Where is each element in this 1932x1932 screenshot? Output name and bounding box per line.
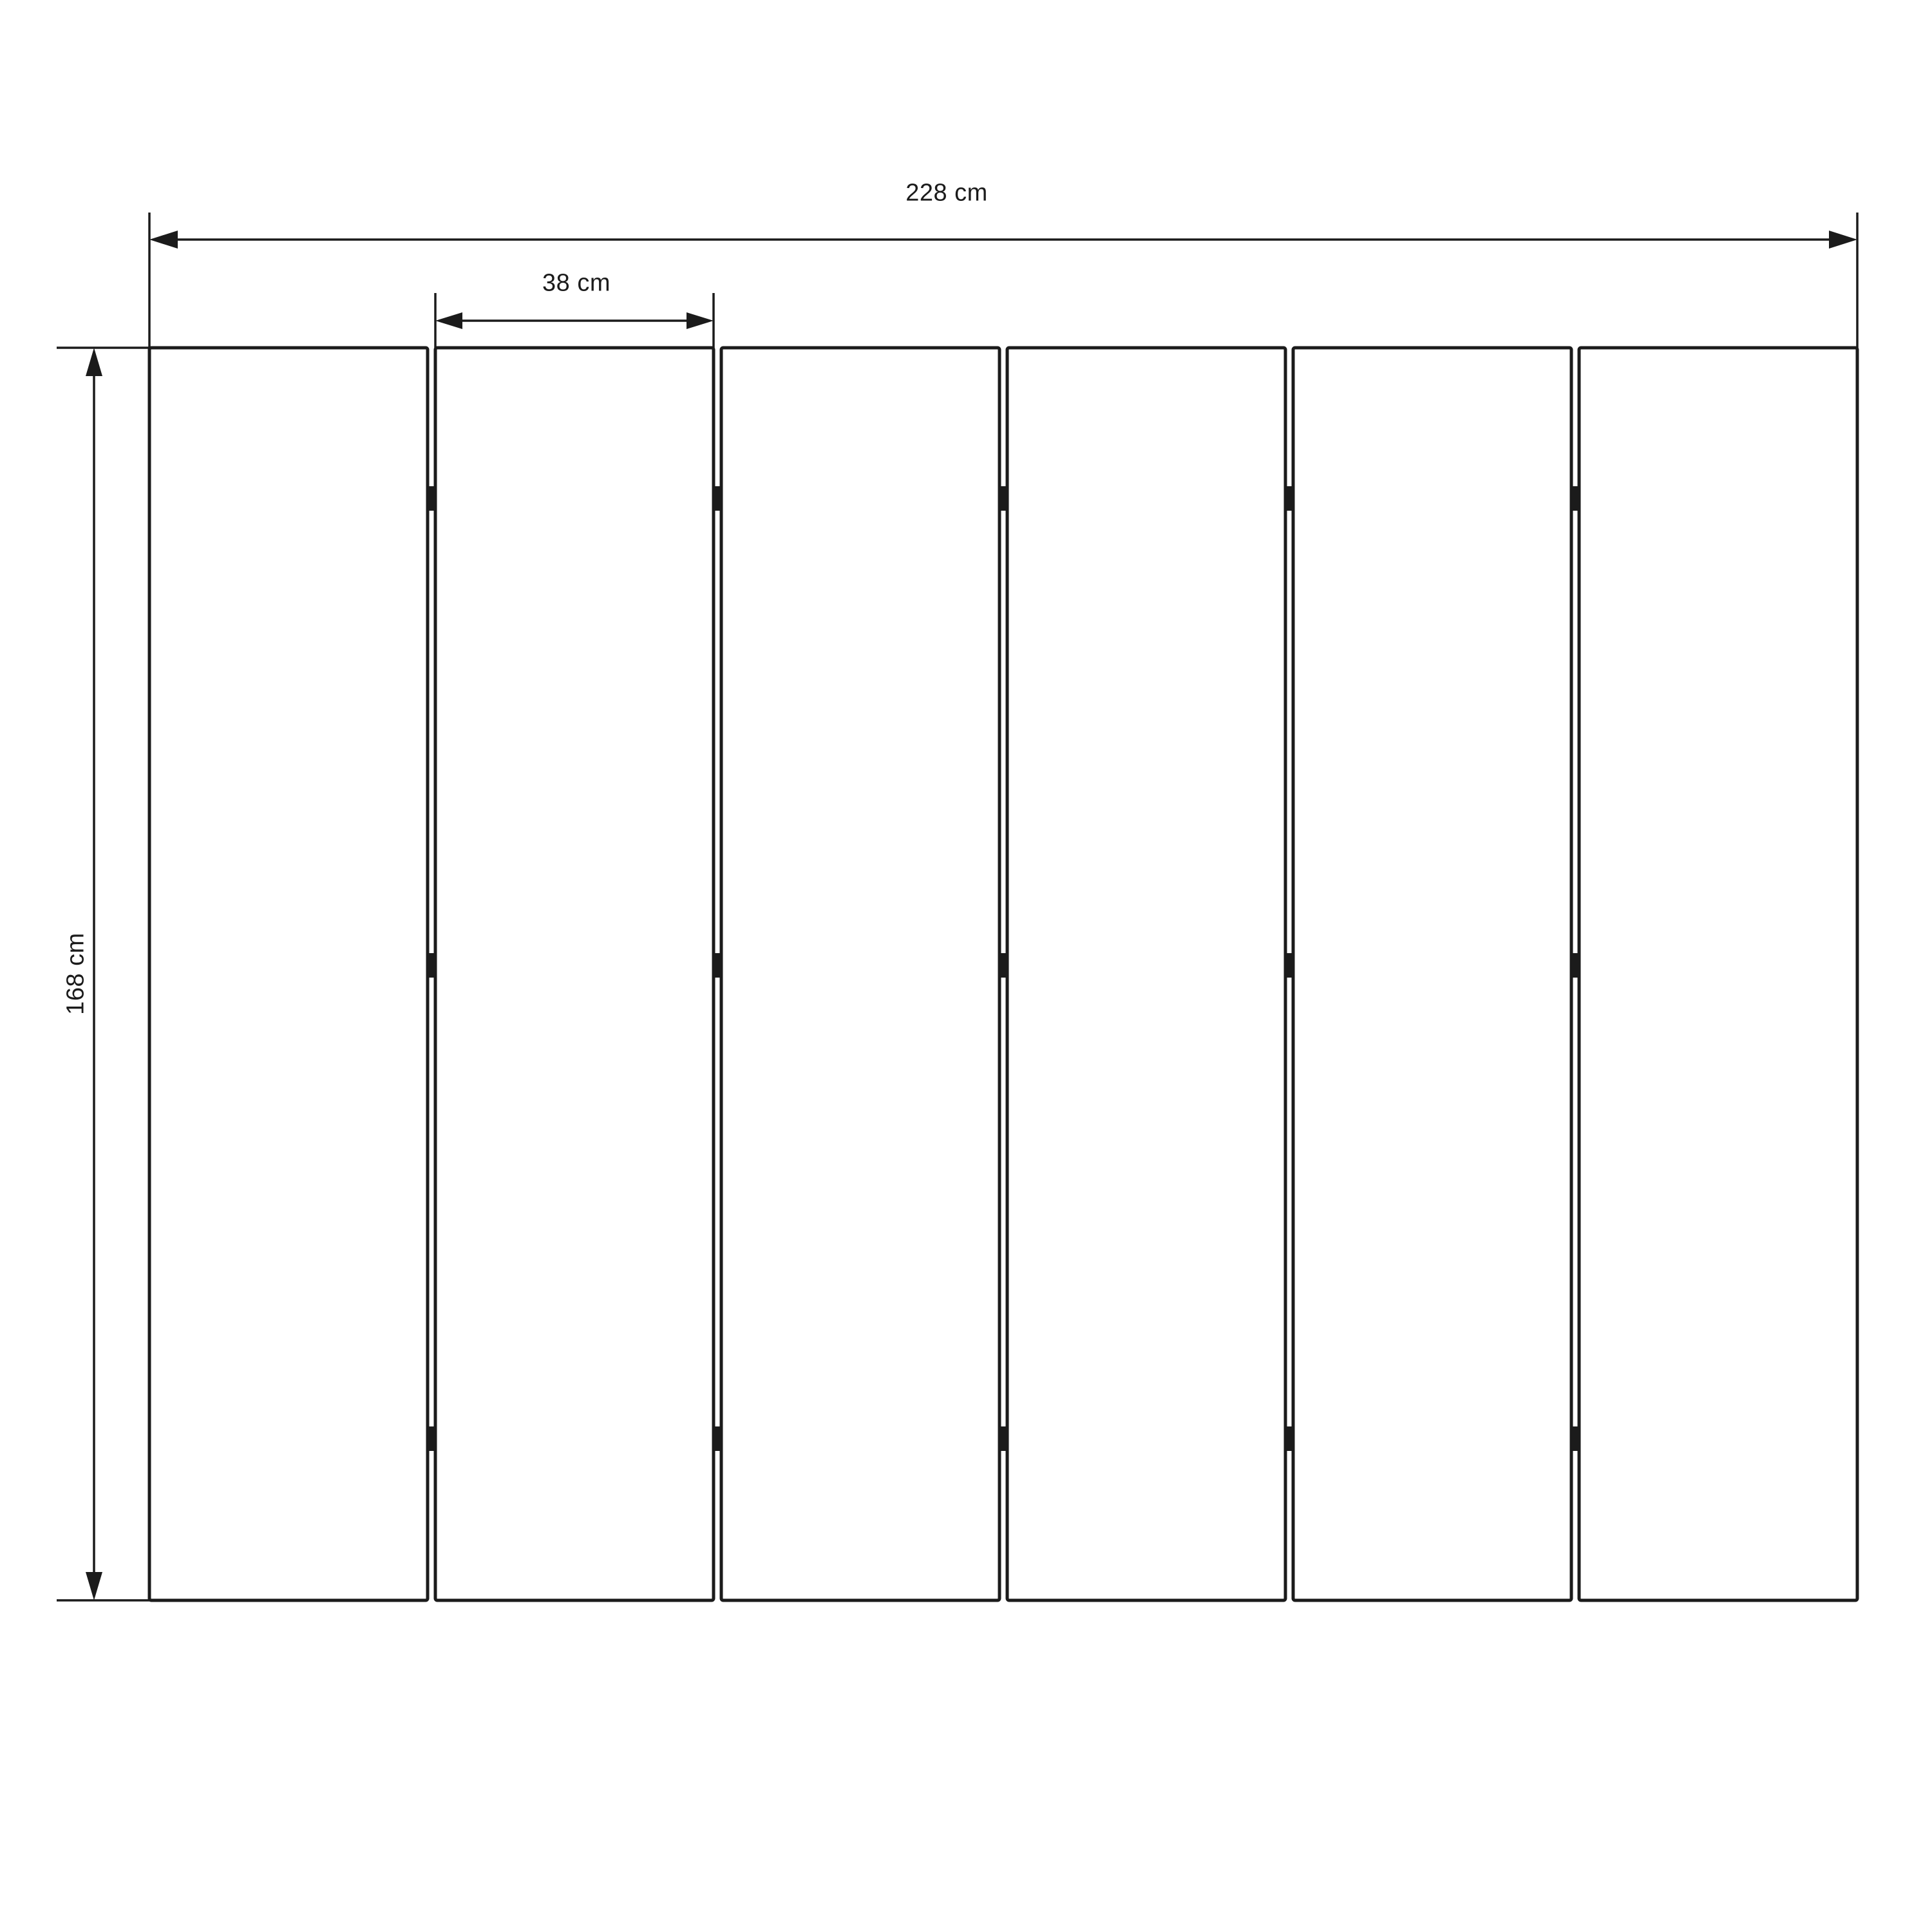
hinge-icon — [714, 953, 722, 978]
arrowhead-top — [86, 348, 102, 376]
hinge-icon — [999, 1426, 1008, 1451]
hinge-icon — [714, 486, 722, 511]
panel-2 — [435, 348, 714, 1600]
hinge-icon — [1571, 1426, 1580, 1451]
hinge-icon — [1571, 953, 1580, 978]
arrowhead-left — [149, 231, 178, 249]
height-label: 168 cm — [62, 933, 90, 1015]
arrowhead-right — [1829, 231, 1857, 249]
hinge-icon — [1285, 486, 1294, 511]
arrowhead-left — [435, 312, 462, 329]
hinge-icon — [714, 1426, 722, 1451]
panel-width-label: 38 cm — [542, 269, 611, 297]
panel-6 — [1579, 348, 1857, 1600]
hinge-icon — [428, 1426, 436, 1451]
total-width-dimension — [149, 213, 1857, 348]
arrowhead-right — [687, 312, 714, 329]
panel-1 — [149, 348, 428, 1600]
hinge-icon — [428, 486, 436, 511]
hinge-icon — [428, 953, 436, 978]
panel-width-dimension — [435, 293, 714, 348]
panel-5 — [1293, 348, 1571, 1600]
hinge-icon — [999, 486, 1008, 511]
total-width-label: 228 cm — [905, 179, 988, 207]
panel-3 — [721, 348, 999, 1600]
hinge-icon — [1285, 1426, 1294, 1451]
panel-4 — [1007, 348, 1285, 1600]
hinge-icon — [1571, 486, 1580, 511]
hinge-icon — [1285, 953, 1294, 978]
arrowhead-bottom — [86, 1572, 102, 1600]
hinge-icon — [999, 953, 1008, 978]
